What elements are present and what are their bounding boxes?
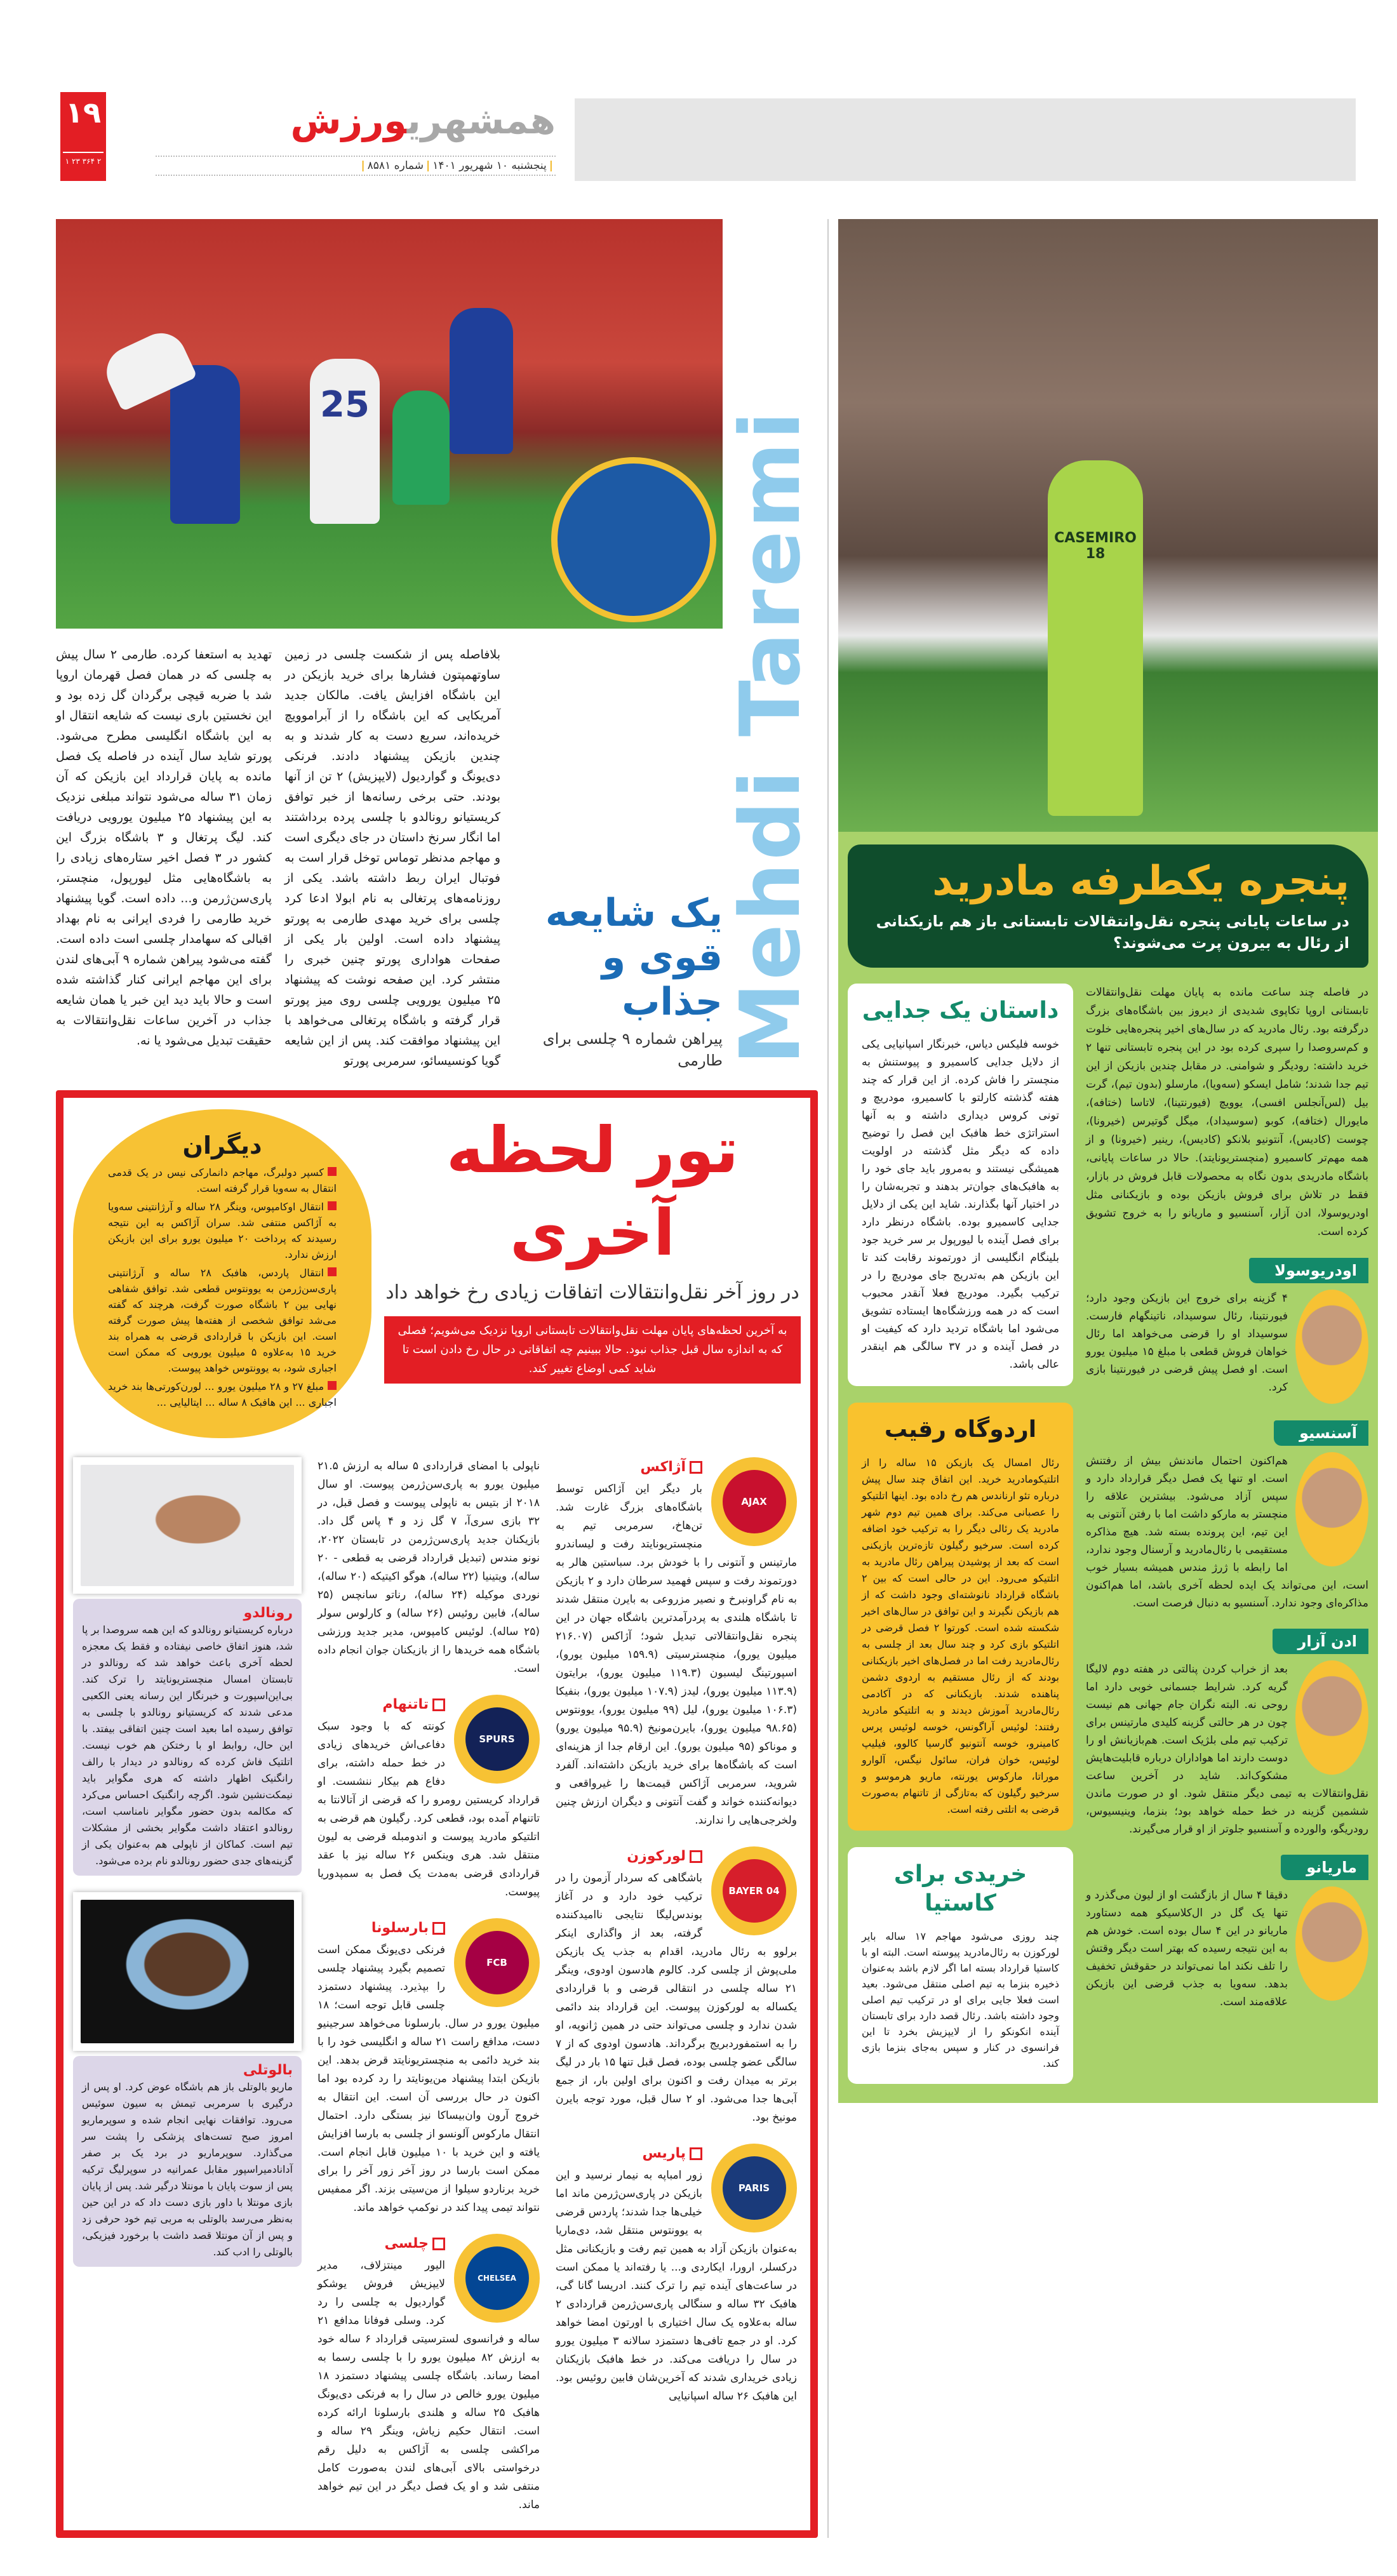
player-name-tag: آسنسیو bbox=[1274, 1420, 1368, 1446]
player-text: هم‌اکنون احتمال ماندنش بیش از رفتنش است. او تنها یک فصل دیگر قرارداد دارد و سپس آزاد می‌شود. بیشترین علاقه را منچستر به مارکو داشت اما با رفتن آنتونی به این تیم، این پرونده بسته شد. هیچ مذاکره مستقیمی با رئال‌مادرید و آرسنال وجود ندارد، اما رابطه با ژرژ مندس همیشه بسیار خوب است، این می‌تواند یک ایده لحظه آخری باشد، اما هم‌اکنون مذاکره‌ای وجود ندارد. آسنسیو به دنبال فرصت است. bbox=[1086, 1455, 1368, 1610]
player-avatar bbox=[1295, 1660, 1368, 1775]
article-column: بلافاصله پس از شکست چلسی در زمین ساوتهمپتون فشارها برای خرید بازیکن در این باشگاه افزایش یافت. مالکان جدید آمریکایی که این باشگاه را از آبراموویچ خریده‌اند، سریع دست به کار شدند و به چندین بازیکن پیشنهاد دادند. فرنکی دی‌یونگ و گواردیول (لایپزیش) ۲ تن از آنها بودند. حتی برخی رسانه‌ها از خبر توافق کریستیانو رونالدو با چلسی پرده برداشتند اما انگار سرنخ داستان در جای دیگری است و مهاجم مدنظر توماس توخل قرار است به فوتبال ایران ربط داشته باشد. یکی از روزنامه‌های پرتغالی به نام ابولا ادعا کرد چلسی برای خرید مهدی طارمی به پورتو پیشنهاد داده است. اولین بار یکی از صفحات هواداری پورتو چنین خبری را منتشر کرد. این صفحه نوشت که پیشنهاد ۲۵ میلیون یورویی چلسی روی میز پورتو قرار گرفته و باشگاه پرتغالی می‌خواهد با این پیشنهاد موافقت کند. پس از این شایعه گویا کونسیسائو، سرمربی پورتو bbox=[284, 648, 500, 1068]
red-article-header bbox=[73, 1109, 801, 1438]
note-title: بالوتلی bbox=[243, 2062, 293, 2078]
red-article-heading bbox=[384, 1109, 801, 1384]
logo-part-varzesh: ورزش bbox=[290, 99, 407, 142]
logo-lettering: PARIS bbox=[723, 2156, 786, 2220]
club-text: زور امباپه به نیمار نرسید و این بازیکن در پاری‌سن‌ژرمن ماند اما خیلی‌ها جدا شدند؛ پاردس قرضی به یوونتوس منتقل شد، دی‌ماریا به‌عنوان بازیکن آزاد به همین تیم رفت و بازیکنانی مثل درکسلر، ارورا، ایکاردی و... یا رفته‌اند یا ممکن است در ساعت‌های آینده تیم را ترک کنند. ادریسا گانا گی، هافبک ۳۲ ساله و سنگالی پاری‌سن‌ژرمن قراردادی ۲ ساله به‌علاوه یک سال اختیاری با اورتون امضا خواهد کرد. او در جمع تافی‌ها دستمزد سالانه ۳ میلیون یورو در سال را دریافت می‌کند. در خط هافبک بازیکنان زیادی خریداری شدند که آخرین‌شان فابین روئیس بود. این هافبک ۲۶ ساله اسپانیایی bbox=[556, 2169, 797, 2403]
club-text: کونته که با وجود سبک دفاعی‌اش خریدهای زیادی در خط حمله داشته، برای دفاع هم بیکار ننشست. او قرارداد کریستین رومرو را که قرضی از آتالانتا به تاتنهام آمده بود، قطعی کرد. رگیلون هم قرضی به اتلتیکو مادرید پیوست و اندومبله قرضی به لیون منتقل شد. هری وینکس ۲۶ ساله نیز با عقد قراردادی قرضی به‌مدت یک فصل به سمپدوریا پیوست. bbox=[318, 1720, 540, 1899]
others-item-text: مبلغ ۲۷ و ۲۸ میلیون یورو ... لورن‌کورتی‌ها بند خرید اجباری ... این هافبک ۸ ساله ... ایتالیایی ... bbox=[108, 1380, 337, 1408]
bullet-square-icon bbox=[328, 1381, 337, 1390]
madrid-boxes-column bbox=[848, 984, 1073, 2084]
bullet-square-icon bbox=[328, 1201, 337, 1210]
header-banner-area bbox=[575, 98, 1356, 181]
club-section-leverkusen bbox=[556, 1846, 797, 2127]
jersey-number: 25 bbox=[320, 384, 370, 425]
club-column-a bbox=[556, 1457, 797, 2406]
barcode-number: ۱ ۲۳ ۳۶۴ ۲ bbox=[63, 152, 104, 166]
others-item bbox=[108, 1165, 337, 1196]
newspaper-logo bbox=[156, 95, 556, 146]
club-name: تاتنهام bbox=[382, 1697, 429, 1712]
club-name: چلسی bbox=[384, 2236, 429, 2252]
arrow-box-icon bbox=[690, 1461, 702, 1474]
arrow-box-icon bbox=[432, 1922, 445, 1935]
note-text: درباره کریستیانو رونالدو که این همه سروصدا بر پا شد، هنوز اتفاق خاصی نیفتاده و فقط یک معجزه لحظه آخری باعث خواهد شد که رونالدو در تابستان امسال منچستریونایتد را ترک کند. بی‌این‌اسپورت و خبرنگار این رسانه یعنی الکعبی مدعی شدند که کریستیانو رونالدو با چلسی به توافق رسیده اما بعید است چنین اتفاقی بیفتد. با این حال، روابط او با رختکن هم خوب نیست. اتلتیک فاش کرده که رونالدو در دیدار با رالف رانگنیک اظهار داشته که هری مگوایر باید نیمکت‌نشین شود. اگرچه رانگنیک احساس می‌کرد که مکالمه بدون حضور مگوایر نامناسب است، رونالدو اعتقاد داشت مگوایر بخشی از مشکلات تیم است. کماکان از ناپولی هم به‌عنوان یکی از گزینه‌های جدی حضور رونالدو نام برده می‌شود. bbox=[82, 1624, 293, 1867]
note-title: رونالدو bbox=[243, 1605, 293, 1621]
box-title: داستان یک جدایی bbox=[862, 998, 1059, 1024]
issue-date: پنجشنبه ۱۰ شهریور ۱۴۰۱ bbox=[432, 159, 547, 172]
club-section-barcelona bbox=[318, 1918, 540, 2217]
madrid-players-column bbox=[1086, 984, 1368, 2011]
logo-lettering: BAYER 04 bbox=[723, 1859, 786, 1923]
chelsea-crest-graphic bbox=[551, 457, 716, 622]
red-article-subtitle: در روز آخر نقل‌وانتقالات اتفاقات زیادی رخ خواهد داد bbox=[385, 1281, 799, 1304]
arrow-box-icon bbox=[432, 1698, 445, 1711]
red-article-title: تور لحظه آخری bbox=[446, 1113, 739, 1270]
story-box bbox=[848, 984, 1073, 1386]
vertical-name-text: Mehdi Taremi bbox=[722, 409, 819, 1065]
box-text: خوسه فلیکس دیاس، خبرنگار اسپانیایی یکی از دلایل جدایی کاسمیرو و پیوستنش به منچستر را فاش کرده. از این قرار که چند هفته گذشته کارلتو با کاسمیرو، مودریچ و تونی کروس دیداری داشته و به آنها استراتژی خط هافبک این فصل را توضیح داده که دیگر مثل گذشته در اولویت همیشگی نیستند و به‌مرور باید جای خود را به هافبک‌های جوان‌تر بدهند و تجربه‌شان را در اختیار آنها بگذارند. شاید این یکی از دلایل جدایی کاسمیرو بوده. باشگاه درنظر دارد برای فصل آینده با لیورپول بر سر خرید جود بلینگام انگلیسی از دورتموند رقابت کند تا این بازیکن هم به‌تدریج جای مودریچ را در ترکیب بگیرد. مودریچ فعلا آنقدر محبوب است که در همه ورزشگاه‌ها ایستاده تشویق می‌شود اما باشگاه تردید دارد که کیفیت او در فصل آینده و در ۳۷ سالگی هم اینقدر عالی باشد. bbox=[862, 1038, 1060, 1371]
casemiro-photo bbox=[838, 219, 1378, 832]
red-article-lead: به آخرین لحظه‌های پایان مهلت نقل‌وانتقالات تابستانی اروپا نزدیک می‌شویم؛ فصلی که به اندازه سال قبل جذاب نبود. حالا ببینیم چه اتفاقاتی در حال رخ دادن است تا شاید کمی اوضاع تغییر کند. bbox=[384, 1316, 801, 1384]
arrow-box-icon bbox=[690, 1850, 702, 1863]
balotelli-note bbox=[73, 2056, 302, 2267]
box-text: چند روزی می‌شود مهاجم ۱۷ ساله بایر لورکوزن به رئال‌مادرید پیوسته است. البته او با کاستیا قرارداد بسته اما اگر لازم باشد به‌عنوان ذخیره بنزما به تیم اصلی منتقل می‌شود. بعید است فعلا جایی برای او در ترکیب تیم اصلی وجود داشته باشد. رئال قصد دارد برای تابستان آینده انکونکو را از لایپزیش بخرد تا این فرانسوی در کنار و سپس به‌جای بنزما بازی کند. bbox=[862, 1930, 1059, 2069]
madrid-headline-block bbox=[848, 844, 1368, 968]
article-title: یک شایعه قوی و جذاب bbox=[545, 891, 723, 1024]
psg-logo-icon bbox=[711, 2144, 797, 2232]
right-column bbox=[838, 219, 1378, 2538]
dateline: |پنجشنبه ۱۰ شهریور ۱۴۰۱|شماره ۸۵۸۱| bbox=[156, 156, 556, 176]
logo-lettering: AJAX bbox=[723, 1470, 786, 1533]
club-section-ajax bbox=[556, 1457, 797, 1830]
logo-lettering: SPURS bbox=[465, 1707, 529, 1771]
madrid-feature-panel bbox=[838, 832, 1378, 2103]
logo-lettering: CHELSEA bbox=[465, 2246, 529, 2310]
others-item bbox=[108, 1378, 337, 1410]
taremi-article bbox=[56, 219, 818, 1071]
rival-camp-box bbox=[848, 1403, 1073, 1831]
ronaldo-photo bbox=[73, 1457, 302, 1594]
barcelona-logo-icon bbox=[454, 1918, 540, 2007]
others-item bbox=[108, 1199, 337, 1262]
madrid-intro-text: در فاصله چند ساعت مانده به پایان مهلت نقل‌وانتقالات تابستانی اروپا تکاپوی شدیدی از دیروز بین باشگاه‌های بزرگ درگرفته بود. رئال مادرید که در سال‌های اخیر پنجره‌هایی خلوت و کم‌سروصدا را سپری کرده بود در این پنجره تابستانی تنها ۲ خرید داشته: رودیگر و شوامنی. در مقابل چندین بازیکن از این تیم جدا شدند؛ شامل ایسکو (سه‌ویا)، مارسلو (بدون تیم)، گرت بیل (لس‌آنجلس افسی)، یوویچ (فیورنتینا)، لاتاسا (ختافه)، مایورال (ختافه)، کوبو (سوسیداد)، میگل گوتیرس (خیرونا)، چوست (کادیس)، آنتونیو بلانکو (کادیس)، رینیر (خیرونا) و از همه مهم‌تر کاسمیرو (منچستریونایتد). حالا در ساعات پایانی، باشگاه مادریدی بدون نگاه به محصولات قابل فروش در بازار، فقط در تلاش برای فروش بازیکن بوده و بازیکنانی مثل اودریوسولا، ادن آزار، آسنسیو و ماریانو را به خروج تشویق کرده است. bbox=[1086, 986, 1368, 1238]
madrid-content-grid bbox=[848, 984, 1368, 2084]
club-text: باشگاهی که سردار آزمون را در ترکیب خود دارد و در آغاز بوندس‌لیگا نتایجی ناامیدکننده گرفته، بعد از واگذاری اینکر برلوو به رئال مادرید، اقدام به جذب یک بازیکن ملی‌پوش از چلسی کرد. کالوم هادسون اودوی، وینگر ۲۱ ساله چلسی در انتقالی قرضی و با قراردادی یکساله به لورکوزن پیوست. این قرارداد بند دائمی شدن ندارد و چلسی می‌تواند حتی در همین ژانویه، او را به استمفوردبریج برگرداند. هادسون اودوی که از ۷ سالگی عضو چلسی بوده، فصل قبل تنها ۱۵ بار در لیگ برتر به میدان رفت و اکنون برای اولین بار، از جمع آبی‌ها جدا می‌شود. او ۲ سال قبل، مورد توجه بایرن مونیخ بود. bbox=[556, 1872, 797, 2124]
bullet-square-icon bbox=[328, 1267, 337, 1276]
player-item-asensio bbox=[1086, 1420, 1368, 1612]
column-divider bbox=[827, 219, 829, 2538]
player-text: بعد از خراب کردن پنالتی در هفته دوم لالیگا گریه کرد. شرایط جسمانی خوبی دارد اما روحی نه. البته نگران جام جهانی هم نیست چون در هر حالتی گزینه کلیدی مارتینس برای ترکیب تیم ملی بلژیک است. هم‌بازیانش او را دوست دارند اما هواداران درباره قابلیت‌هایش مشکوک‌اند. شاید در آخرین ساعت نقل‌وانتقالات به تیمی دیگر منتقل شود. او در صورت ماندن ششمین گزینه در خط حمله خواهد بود؛ بنزما، وینیسیوس، رودریگو، والورده و آسنسیو جلوتر از او قرار می‌گیرند. bbox=[1086, 1663, 1368, 1836]
castilla-box bbox=[848, 1847, 1073, 2084]
article-text-area bbox=[56, 629, 723, 1071]
article-headline-block bbox=[513, 891, 723, 1071]
club-section-chelsea bbox=[318, 2234, 540, 2514]
box-title: اردوگاه رقیب bbox=[884, 1417, 1037, 1443]
chelsea-logo-icon bbox=[454, 2234, 540, 2323]
player-item-mariano bbox=[1086, 1855, 1368, 2011]
page-body bbox=[56, 219, 1378, 2576]
red-article-columns bbox=[73, 1457, 801, 2514]
others-item bbox=[108, 1265, 337, 1376]
player-item-hazard bbox=[1086, 1629, 1368, 1838]
arrow-box-icon bbox=[432, 2238, 445, 2250]
club-text: فرنکی دی‌یونگ ممکن است تصمیم بگیرد پیشنهاد چلسی را بپذیرد. پیشنهاد دستمزد چلسی قابل توجه است؛ ۱۸ میلیون یورو در سال. بارسلونا می‌خواهد سرجینیو دست، مدافع راست ۲۱ ساله و انگلیسی خود را با بند خرید دائمی به منچستریونایتد قرض بدهد. این بازیکن ابتدا پیشنهاد من‌یونایتد را رد کرده بود اما اکنون در حال بررسی آن است. این انتقال به خروج آرون وان‌بیساکا نیز بستگی دارد. احتمال انتقال مارکوس آلونسو از چلسی به بارسا افزایش یافته و این خرید با ۱۰ میلیون قابل انجام است. ممکن است بارسا در روز آخر زور آخر را برای خرید برناردو سیلوا از من‌سیتی بزند. اگر ممفیس نتواند تیمی پیدا کند در نوکمپ خواهد ماند. bbox=[318, 1944, 540, 2214]
player-name-tag: اودریوسولا bbox=[1249, 1258, 1368, 1283]
player-item-odriozola bbox=[1086, 1258, 1368, 1404]
club-name: لورکوزن bbox=[627, 1848, 686, 1864]
article-subtitle: پیراهن شماره ۹ چلسی برای طارمی bbox=[542, 1030, 723, 1069]
logo-part-hamshahri: همشهری bbox=[406, 99, 556, 142]
balotelli-photo bbox=[73, 1892, 302, 2051]
others-item-text: انتقال پاردس، هافبک ۲۸ ساله و آرژانتینی پاری‌سن‌ژرمن به یوونتوس قطعی شد. توافق شفاهی نهایی بین ۲ باشگاه صورت گرفت، هرچند که گفته می‌شد توافق شخصی از هفته‌ها پیش صورت گرفته است. این بازیکن با قراردادی قرضی به همراه بند خرید ۱۵ به‌علاوه ۵ میلیون یورویی که ممکن است اجباری شود، به یوونتوس خواهد پیوست. bbox=[108, 1267, 337, 1374]
vertical-player-name bbox=[723, 219, 818, 1071]
club-name: بارسلونا bbox=[371, 1920, 429, 1936]
logo-lettering: FCB bbox=[465, 1931, 529, 1994]
player-avatar bbox=[1295, 1886, 1368, 2001]
player-avatar bbox=[1295, 1452, 1368, 1566]
player-text: ۴ گزینه برای خروج این بازیکن وجود دارد؛ فیورنتینا، رئال سوسیداد، ناتینگهام فارست. سوسیداد او را قرضی می‌خواهد اما رئال خواهان فروش قطعی با مبلغ ۱۵ میلیون یورو است. او فصل پیش قرضی در فیورنتینا بازی کرد. bbox=[1086, 1292, 1288, 1394]
others-circle bbox=[73, 1109, 371, 1438]
club-name: پاریس bbox=[642, 2146, 686, 2161]
club-text: الیور مینتزلاف، مدیر لایپزیش فروش یوشکو گواردیول به چلسی را رد کرد. وسلی فوفانا مدافع ۲۱ ساله و فرانسوی لسترسیتی قرارداد ۶ ساله خود به ارزش ۸۲ میلیون یورو را با چلسی رسما به امضا رساند. باشگاه چلسی پیشنهاد دستمزد ۱۸ میلیون یورو خالص در سال را به فرنکی دی‌یونگ هافبک ۲۵ ساله و هلندی بارسلونا ارائه کرده است. انتقال حکیم زیاش، وینگر ۲۹ ساله و مراکشی چلسی به آژاکس به دلیل رقم درخواستی بالای آبی‌های لندن به‌صورت کامل منتفی شد و او یک فصل دیگر در این تیم خواهد ماند. bbox=[318, 2259, 540, 2511]
box-title: خریدی برای کاستیا bbox=[893, 1861, 1027, 1916]
leverkusen-logo-icon bbox=[711, 1846, 797, 1935]
left-column bbox=[56, 219, 818, 2538]
issue-number: شماره ۸۵۸۱ bbox=[367, 159, 424, 172]
page-number-box bbox=[60, 92, 106, 181]
others-item-text: انتقال اوکامپوس، وینگر ۲۸ ساله و آرژانتینی سه‌ویا به آژاکس منتفی شد. سران آژاکس به این نتیجه رسیدند که پرداخت ۲۰ میلیون یورو برای این بازیکن ارزش ندارد. bbox=[108, 1201, 337, 1260]
ronaldo-note bbox=[73, 1599, 302, 1876]
club-text: بار دیگر این آژاکس توسط باشگاه‌های بزرگ غارت شد. تن‌هاخ، سرمربی تیم به منچستریونایتد رفت و لیساندرو مارتینس و آنتونی را با خودش برد. سباستین هالر به دورتموند رفت و سپس فهمید سرطان دارد و ۲ بازیکن به نام گراونبرخ و نصیر مزروعی به بایرن منتقل شدند تا باشگاه هلندی به پردرآمدترین باشگاه جهان در این پنجره نقل‌وانتقالاتی تبدیل شود؛ آژاکس (۲۱۶.۰۷ میلیون یورو)، منچسترسیتی (۱۵۹.۹ میلیون یورو)، اسپورتینگ لیسبون (۱۱۹.۳ میلیون یورو)، برایتون (۱۱۳.۹ میلیون یورو)، لیدز (۱۰۷.۹ میلیون یورو)، بنفیکا (۱۰۶.۳ میلیون یورو)، لیل (۹۹ میلیون یورو)، یوونتوس (۹۸.۶۵ میلیون یورو)، بایرن‌مونیخ (۹۵.۹ میلیون یورو) و موناکو (۹۵ میلیون یورو). این ارقام جدا از هزینه‌ای است که باشگاه‌ها برای خرید بازیکن داشته‌اند. آلفرد شروید، سرمربی آژاکس قیمت‌ها را غیرواقعی و دیوانه‌کننده خواند و گفت آنتونی و دیگران ارزش چنین ولخرجی‌هایی را ندارند. bbox=[556, 1483, 798, 1827]
club-section-paris bbox=[556, 2144, 797, 2406]
club-name: آژاکس bbox=[640, 1459, 686, 1475]
arrow-box-icon bbox=[690, 2147, 702, 2160]
box-text: رئال امسال یک بازیکن ۱۵ ساله را از اتلتیکومادرید خرید. این اتفاق چند سال پیش درباره تئو ارناندس هم رخ داده بود. اینها اتلتیکو را عصبانی می‌کند. برای همین تیم دوم شهر مادرید یک رئالی دیگر را به ترکیب خود اضافه کرده است. سرخیو رگیلون تازه‌ترین بازیکنی است که بعد از پوشیدن پیراهن رئال مادرید به اتلتیکو می‌رود. این در حالی است که بین ۲ باشگاه قرارداد نانوشته‌ای وجود داشت که از هم بازیکن نگیرند و این توافق در سال‌های اخیر شکسته شده است. کورتوا ۲ فصل قرضی در اتلتیکو بازی کرد و چند سال بعد از چلسی به رئال‌مادرید رفت اما در فصل‌های اخیر بازیکنانی بودند که از رئال مستقیم به اردوی دشمن پناهنده شدند. بازیکنانی که در آکادمی رئال‌مادرید آموزش دیدند و به اتلتیکو مادرید رفتند: لوئیس آراگونس، خوسه لوئیس پرس کامینرو، خوسه آنتونیو گارسیا کالوو، فیلیپ لوئیس، خوان فران، سائول نیگس، آلوارو موراتا، مارکوس یورنته، ماریو هرموسو و سرخیو رگیلون که به‌تازگی از تاتنهام به‌صورت قرضی به اتلتی رفته است. bbox=[862, 1457, 1060, 1815]
player-name-tag: ماریانو bbox=[1281, 1855, 1368, 1880]
player-text: دقیقا ۴ سال از بازگشت او از لیون می‌گذرد و تنها یک گل در ال‌کلاسیکو همه دستاورد ماریانو در این ۴ سال بوده است. خودش هم به این نتیجه رسیده که بهتر است دیگر وقتش را تلف نکند اما نمی‌تواند در حقوقش تخفیف بدهد. سه‌ویا به جذب قرضی این بازیکن علاقه‌مند است. bbox=[1086, 1889, 1288, 2008]
player-avatar bbox=[1295, 1290, 1368, 1404]
note-text: ماریو بالوتلی باز هم باشگاه عوض کرد. او پس از درگیری با سرمربی تیمش به سیون سوئیس می‌رود. توافقات نهایی انجام شده و سوپرماریو امروز صبح تست‌های پزشکی را پشت سر می‌گذارد. سوپرماریو در برد یک بر صفر آدانادمیراسپور مقابل عمرانیه در سوپرلیگ ترکیه پس از سوت پایان با مونتلا درگیر شد. پس از پایان بازی مونتلا با داور بازی دست داد که در این حین به‌نظر می‌رسد بالوتلی به مربی تیم خود حرفی زد و پس از آن مونتلا قصد داشت با برخورد فیزیکی، بالوتلی را ادب کند. bbox=[82, 2081, 293, 2258]
madrid-title: پنجره یکطرفه مادرید bbox=[932, 858, 1349, 905]
notes-column bbox=[73, 1457, 302, 2267]
others-title: دیگران bbox=[182, 1131, 262, 1159]
red-article-frame bbox=[56, 1090, 818, 2538]
bullet-square-icon bbox=[328, 1167, 337, 1176]
player-shirt: CASEMIRO 18 bbox=[1054, 530, 1137, 562]
tottenham-logo-icon bbox=[454, 1695, 540, 1784]
page-number: ۱۹ bbox=[65, 95, 102, 130]
napoli-continuation: ناپولی با امضای قراردادی ۵ ساله به ارزش ۲۱.۵ میلیون یورو به پاری‌سن‌ژرمن پیوست. او سال ۲۰۱۸ از بتیس به ناپولی پیوست و فصل قبل، در ۳۲ بازی سری‌آ، ۷ گل زد و ۴ پاس گل داد. بازیکنان جدید پاری‌سن‌ژرمن در تابستان ۲۰۲۲، نونو مندس (تبدیل قرارداد قرضی به قطعی - ۲۰ ساله)، ویتینیا (۲۲ ساله)، هوگو اکیتیکه (۲۰ ساله)، نوردی موکیله (۲۴ ساله)، رناتو سانچس (۲۵ ساله)، فابین روئیس (۲۶ ساله) و کارلوس سولر (۲۵ ساله). لوئیس کامپوس، مدیر جدید ورزشی باشگاه همه خریدها را از بازیکنان جوان انجام داده است. bbox=[318, 1460, 540, 1675]
madrid-subtitle: در ساعات پایانی پنجره نقل‌وانتقالات تابستانی باز هم بازیکنانی از رئال به بیرون پرت می‌شوند؟ bbox=[876, 912, 1349, 952]
player-name-tag: ادن آزار bbox=[1273, 1629, 1368, 1654]
club-section-tottenham bbox=[318, 1695, 540, 1902]
club-column-b bbox=[318, 1457, 540, 2514]
article-column: تهدید به استعفا کرده. طارمی ۲ سال پیش به چلسی که در همان فصل قهرمان اروپا شد با ضربه قیچی برگردان گل زده بود و این نخستین باری نیست که شایعه انتقال او به این باشگاه انگلیسی مطرح می‌شود. پورتو شاید سال آینده در فاصله یک فصل مانده به پایان قرارداد این بازیکن که آن زمان ۳۱ ساله می‌شود نتواند مبلغی نزدیک به این پیشنهاد ۲۵ میلیون یورویی دریافت کند. لیگ پرتغال و ۳ باشگاه بزرگ این کشور در ۳ فصل اخیر ستاره‌های زیادی را به باشگاه‌هایی مثل لیورپول، منچستر، پاری‌سن‌ژرمن و... داده است. گویا پیشنهاد خرید طارمی را فردی ایرانی به نام بهداد اقبالی که سهامدار چلسی است داده است. گفته می‌شود پیراهن شماره ۹ آبی‌های لندن برای این مهاجم ایرانی کنار گذاشته شده است و حالا باید دید این خبر یا همان شایعه جذاب در آخرین ساعات نقل‌وانتقالات به حقیقت تبدیل می‌شود یا نه. bbox=[56, 648, 272, 1048]
ajax-logo-icon bbox=[711, 1457, 797, 1546]
others-item-text: کسپر دولبرگ، مهاجم دانمارکی نیس در یک قدمی انتقال به سه‌ویا قرار گرفته است. bbox=[108, 1166, 337, 1194]
match-photo bbox=[56, 219, 723, 629]
